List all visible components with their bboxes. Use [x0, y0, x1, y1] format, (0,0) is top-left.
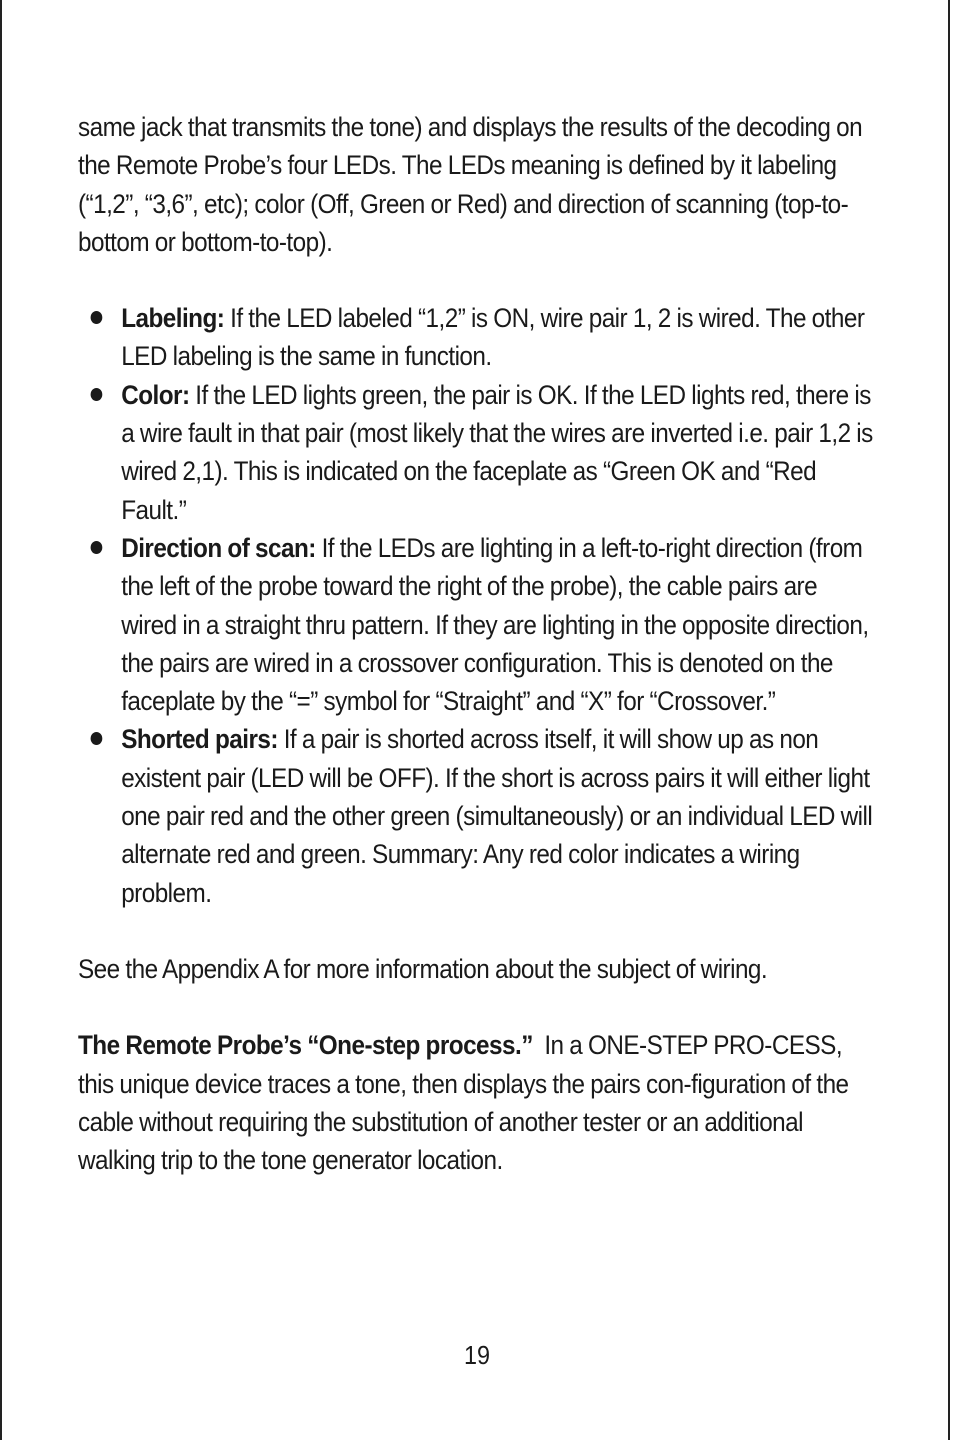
term-direction: Direction of scan: — [121, 532, 316, 563]
desc-color: If the LED lights green, the pair is OK. If the LED lights red, there is a wire fault in that pair (most likely that the wires are inverted i.e. pair 1,2 is wired 2,1). This is indicated on the faceplate as “Green OK and “Red Fault.” — [121, 379, 873, 525]
desc-labeling: If the LED labeled “1,2” is ON, wire pair 1, 2 is wired. The other LED labeling is the same in function. — [121, 303, 865, 372]
list-item-direction — [78, 529, 877, 720]
process-paragraph — [78, 1026, 877, 1179]
process-text: In a ONE-STEP PRO-CESS, this unique device traces a tone, then displays the pairs con-figuration of the cable without requiring the substitution of another tester or an additional walking trip to the tone generator location. — [78, 1030, 855, 1176]
document-body — [78, 108, 877, 1179]
appendix-paragraph: See the Appendix A for more information about the subject of wiring. — [78, 953, 768, 984]
led-meaning-list — [78, 299, 877, 912]
list-item-color — [78, 376, 877, 529]
term-color: Color: — [121, 379, 190, 410]
bullet-icon — [91, 311, 103, 324]
bullet-icon — [91, 732, 103, 745]
list-item-shorted — [78, 720, 877, 911]
page-number: 19 — [463, 1340, 491, 1370]
bullet-icon — [91, 388, 103, 401]
desc-direction: If the LEDs are lighting in a left-to-right direction (from the left of the probe toward the right of the probe), the cable pairs are wired in a straight thru pattern. If they are lighting in the opposite direction, the pairs are wired in a crossover configuration. This is denoted on the faceplate by the “=” symbol for “Straight” and “X” for “Crossover.” — [121, 532, 869, 717]
term-labeling: Labeling: — [121, 303, 225, 334]
intro-paragraph: same jack that transmits the tone) and displays the results of the decoding on the Remote Probe’s four LEDs. The LEDs meaning is defined by it labeling (“1,2”, “3,6”, etc); color (Off, Green or Red) and direction of scanning (top-to-bottom or bottom-to-top). — [78, 112, 863, 257]
process-heading: The Remote Probe’s “One-step process.” — [78, 1030, 533, 1061]
term-shorted: Shorted pairs: — [121, 724, 278, 755]
list-item-labeling — [78, 299, 877, 376]
desc-shorted: If a pair is shorted across itself, it will show up as non existent pair (LED will be OFF). If the short is across pairs it will either light one pair red and the other green (simultaneously) or an individual LED will alternate red and green. Summary: Any red color indicates a wiring problem. — [121, 724, 873, 908]
bullet-icon — [91, 541, 103, 554]
